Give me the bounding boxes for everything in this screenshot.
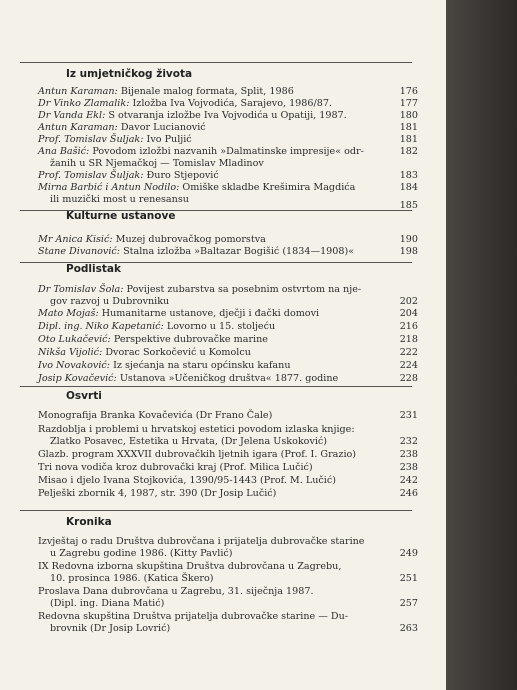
entry-title: Glazb. program XXXVII dubrovačkih ljetnih igara (Prof. I. Grazio) <box>38 449 357 460</box>
section-rule <box>20 62 412 63</box>
toc-entry <box>38 536 418 559</box>
entry-author: Josip Kovačević: <box>38 373 117 384</box>
entry-page: 238 <box>399 449 418 460</box>
toc-entry <box>38 134 418 146</box>
entry-author: Dr Tomislav Šola: <box>38 284 124 295</box>
toc-entry <box>38 475 418 487</box>
entry-author: Mato Mojaš: <box>38 308 99 319</box>
entry-title-cont: brovnik (Dr Josip Lovrić) <box>50 622 171 634</box>
toc-entry <box>38 284 418 307</box>
toc-entry <box>38 246 418 258</box>
entry-page: 222 <box>399 347 418 358</box>
entry-author: Mirna Barbić i Antun Nodilo: <box>38 182 180 193</box>
entry-page: 224 <box>399 360 418 371</box>
entry-page: 204 <box>399 308 418 319</box>
entry-page: 251 <box>399 572 418 584</box>
section-rule <box>20 510 412 511</box>
entry-author: Stane Divanović: <box>38 246 121 257</box>
toc-entry <box>38 86 418 98</box>
entry-title: Misao i djelo Ivana Stojkovića, 1390/95-1443 (Prof. M. Lučić) <box>38 475 336 486</box>
toc-entry <box>38 373 418 385</box>
entry-page: 185 <box>399 199 418 211</box>
entry-title-cont: 10. prosinca 1986. (Katica Škero) <box>50 572 214 584</box>
entry-page: 246 <box>399 488 418 499</box>
entry-title: Povodom izložbi nazvanih »Dalmatinske impresije« odr- <box>92 146 364 157</box>
entry-author: Ana Bašić: <box>38 146 90 157</box>
toc-entry <box>38 170 418 182</box>
entry-title: Davor Lucianović <box>120 122 206 133</box>
entry-title-cont: ili muzički most u renesansu <box>50 193 189 205</box>
entry-page: 231 <box>399 410 418 421</box>
entry-page: 183 <box>399 170 418 181</box>
entry-page: 242 <box>399 475 418 486</box>
entry-page: 216 <box>399 321 418 332</box>
entry-author: Ivo Novaković: <box>38 360 111 371</box>
entry-page: 184 <box>399 182 418 193</box>
toc-entry <box>38 146 418 169</box>
entry-page: 182 <box>399 146 418 157</box>
toc-entry <box>38 347 418 359</box>
toc-entry <box>38 410 418 422</box>
section-heading-podlistak: Podlistak <box>66 263 121 275</box>
toc-entry <box>38 122 418 134</box>
toc-entry <box>38 182 418 211</box>
entry-page: 249 <box>399 547 418 559</box>
section-rule <box>20 386 412 387</box>
entry-title: Humanitarne ustanove, dječji i đački domovi <box>101 308 320 319</box>
entry-page: 177 <box>399 98 418 109</box>
entry-title: Muzej dubrovačkog pomorstva <box>115 234 266 245</box>
entry-title: Povijest zubarstva sa posebnim ostvrtom na nje- <box>126 284 362 295</box>
toc-entry <box>38 110 418 122</box>
toc-entry <box>38 334 418 346</box>
entry-author: Dr Vinko Zlamalik: <box>38 98 130 109</box>
entry-author: Prof. Tomislav Šuljak: <box>38 134 144 145</box>
entry-title: Ivo Puljić <box>146 134 192 145</box>
entry-title: Pelješki zbornik 4, 1987, str. 390 (Dr Josip Lučić) <box>38 488 277 499</box>
toc-entry <box>38 308 418 320</box>
toc-entry <box>38 611 418 634</box>
entry-title: Izložba Iva Vojvodića, Sarajevo, 1986/87. <box>132 98 332 109</box>
entry-title-cont: u Zagrebu godine 1986. (Kitty Pavlić) <box>50 547 233 559</box>
entry-title-cont: žanih u SR Njemačkoj — Tomislav Mladinov <box>50 157 264 169</box>
entry-title: Dvorac Sorkočević u Komolcu <box>105 347 251 358</box>
entry-page: 202 <box>399 295 418 307</box>
toc-entry <box>38 561 418 584</box>
entry-title: Bijenale malog formata, Split, 1986 <box>120 86 294 97</box>
entry-title: Ustanova »Učeničkog društva« 1877. godine <box>119 373 339 384</box>
entry-page: 180 <box>399 110 418 121</box>
entry-author: Prof. Tomislav Šuljak: <box>38 170 144 181</box>
entry-author: Antun Karaman: <box>38 122 118 133</box>
entry-author: Mr Anica Kisić: <box>38 234 113 245</box>
toc-entry <box>38 586 418 609</box>
toc-entry <box>38 321 418 333</box>
entry-page: 263 <box>399 622 418 634</box>
section-heading-osvrti: Osvrti <box>66 390 102 402</box>
toc-entry <box>38 488 418 500</box>
background-surface <box>446 0 517 690</box>
entry-title: Tri nova vodiča kroz dubrovački kraj (Prof. Milica Lučić) <box>38 462 313 473</box>
entry-title: S otvaranja izložbe Iva Vojvodića u Opatiji, 1987. <box>108 110 347 121</box>
entry-title: Stalna izložba »Baltazar Bogišić (1834—1908)« <box>123 246 355 257</box>
entry-page: 238 <box>399 462 418 473</box>
entry-page: 218 <box>399 334 418 345</box>
section-heading-ustanove: Kulturne ustanove <box>66 210 176 222</box>
section-heading-kronika: Kronika <box>66 516 112 528</box>
entry-author: Oto Lukačević: <box>38 334 111 345</box>
entry-page: 176 <box>399 86 418 97</box>
entry-page: 181 <box>399 134 418 145</box>
entry-title: Lovorno u 15. stoljeću <box>166 321 276 332</box>
toc-entry <box>38 234 418 246</box>
entry-page: 190 <box>399 234 418 245</box>
toc-entry <box>38 360 418 372</box>
entry-title: Iz sjećanja na staru općinsku kafanu <box>113 360 291 371</box>
entry-title: Izvještaj o radu Društva dubrovčana i prijatelja dubrovačke starine <box>38 536 365 547</box>
entry-title: Omiške skladbe Krešimira Magdića <box>182 182 356 193</box>
entry-title: IX Redovna izborna skupština Društva dubrovčana u Zagrebu, <box>38 561 342 572</box>
entry-author: Nikša Vijolić: <box>38 347 103 358</box>
entry-author: Antun Karaman: <box>38 86 118 97</box>
entry-page: 257 <box>399 597 418 609</box>
entry-title: Proslava Dana dubrovčana u Zagrebu, 31. siječnja 1987. <box>38 586 314 597</box>
entry-title-cont: (Dipl. ing. Diana Matić) <box>50 597 165 609</box>
entry-title-cont: gov razvoj u Dubrovniku <box>50 295 170 307</box>
entry-title: Monografija Branka Kovačevića (Dr Frano Čale) <box>38 410 273 421</box>
toc-entry <box>38 424 418 447</box>
entry-page: 232 <box>399 435 418 447</box>
section-heading-umjetnickog: Iz umjetničkog života <box>66 68 193 80</box>
toc-entry <box>38 98 418 110</box>
toc-entry <box>38 449 418 461</box>
entry-page: 198 <box>399 246 418 257</box>
entry-title: Redovna skupština Društva prijatelja dubrovačke starine — Du- <box>38 611 348 622</box>
toc-entry <box>38 462 418 474</box>
entry-author: Dr Vanda Ekl: <box>38 110 106 121</box>
entry-title: Đuro Stjepović <box>146 170 219 181</box>
entry-title-cont: Zlatko Posavec, Estetika u Hrvata, (Dr Jelena Uskoković) <box>50 435 328 447</box>
entry-title: Perspektive dubrovačke marine <box>113 334 268 345</box>
entry-author: Dipl. ing. Niko Kapetanić: <box>38 321 164 332</box>
entry-page: 181 <box>399 122 418 133</box>
entry-title: Razdoblja i problemi u hrvatskoj estetici povodom izlaska knjige: <box>38 424 355 435</box>
entry-page: 228 <box>399 373 418 384</box>
